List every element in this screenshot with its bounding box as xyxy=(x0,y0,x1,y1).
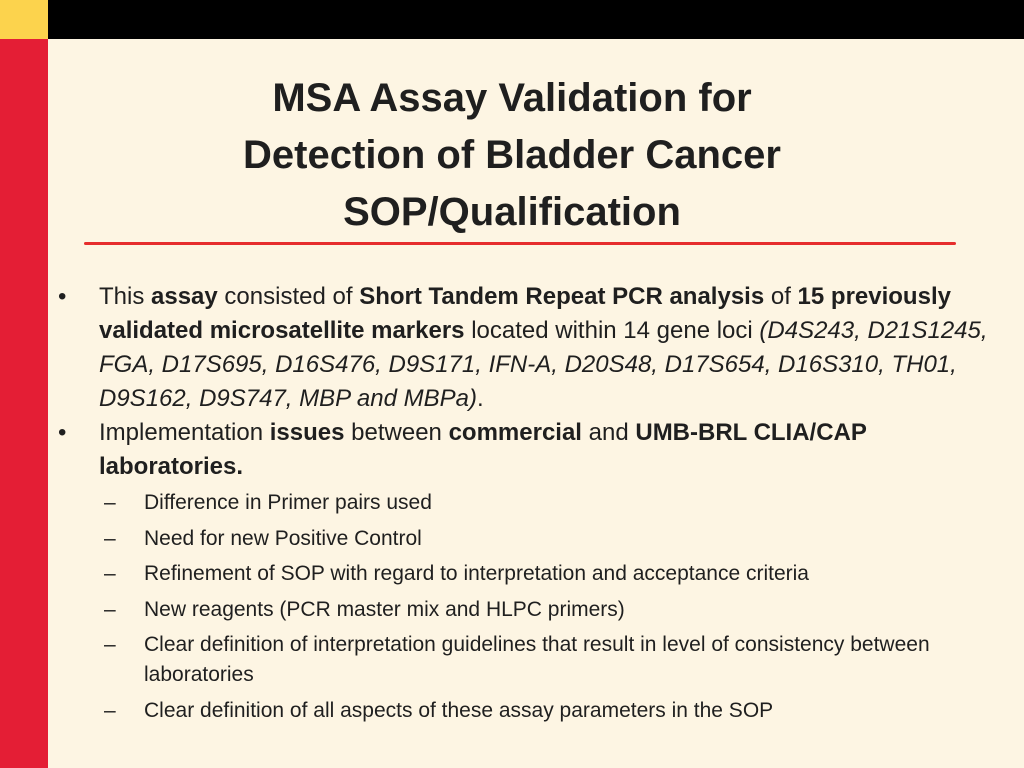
sub-bullet-item xyxy=(99,559,998,589)
sub-bullet-item xyxy=(99,696,998,726)
marker-list-italic: (D4S243, D21S1245, FGA, D17S695, D16S476, D9S171, IFN-A, D20S48, D17S654, D16S310, TH01, D9S162, D9S747, MBP and MBPa) xyxy=(99,317,988,412)
text-run: located within 14 gene loci xyxy=(464,317,760,344)
left-red-bar xyxy=(0,39,48,768)
dash-mark: – xyxy=(104,526,116,550)
title-line-1: MSA Assay Validation for xyxy=(272,76,752,120)
bold-run: UMB-BRL CLIA/CAP laboratories. xyxy=(99,419,867,480)
slide-title xyxy=(60,70,964,241)
dash-mark: – xyxy=(104,491,116,514)
sub-bullet-list xyxy=(58,488,998,726)
bullet-mark: • xyxy=(58,419,67,446)
dash-mark: – xyxy=(104,562,116,585)
text-run: This xyxy=(99,283,152,310)
bold-run: 15 previously validated microsatellite markers xyxy=(99,283,951,344)
text-run: consisted of xyxy=(217,283,360,310)
bullet-mark: • xyxy=(58,283,67,310)
sub-bullet-text: Clear definition of all aspects of these assay parameters in the SOP xyxy=(144,698,774,722)
dash-mark: – xyxy=(104,597,116,621)
sub-bullet-item xyxy=(99,630,998,690)
text-run: between xyxy=(344,419,449,446)
sub-bullet-text: Need for new Positive Control xyxy=(144,526,422,550)
dash-mark: – xyxy=(104,633,116,656)
corner-yellow-block xyxy=(0,0,48,39)
sub-bullet-item xyxy=(99,524,998,554)
bold-run: assay xyxy=(151,283,218,310)
bold-run: commercial xyxy=(448,419,582,446)
title-underline xyxy=(84,242,956,245)
bold-run: Short Tandem Repeat PCR analysis xyxy=(359,283,765,310)
slide-content xyxy=(58,280,998,731)
sub-bullet-text: Difference in Primer pairs used xyxy=(144,491,432,514)
bullet-assay-description xyxy=(58,280,998,416)
title-line-2: Detection of Bladder Cancer xyxy=(243,133,781,177)
text-run: and xyxy=(581,419,636,446)
text-run: of xyxy=(764,283,798,310)
dash-mark: – xyxy=(104,698,116,722)
title-line-3: SOP/Qualification xyxy=(343,190,681,234)
sub-bullet-item xyxy=(99,595,998,625)
sub-bullet-item xyxy=(99,488,998,518)
bold-run: issues xyxy=(269,419,345,446)
sub-bullet-text: New reagents (PCR master mix and HLPC primers) xyxy=(144,597,625,621)
sub-bullet-text: Refinement of SOP with regard to interpretation and acceptance criteria xyxy=(144,562,809,585)
text-run: Implementation xyxy=(99,419,270,446)
bullet-implementation-issues xyxy=(58,416,998,484)
sub-bullet-text: Clear definition of interpretation guidelines that result in level of consistency between laboratories xyxy=(144,633,930,686)
text-run: . xyxy=(476,385,484,412)
top-black-bar xyxy=(0,0,1024,39)
